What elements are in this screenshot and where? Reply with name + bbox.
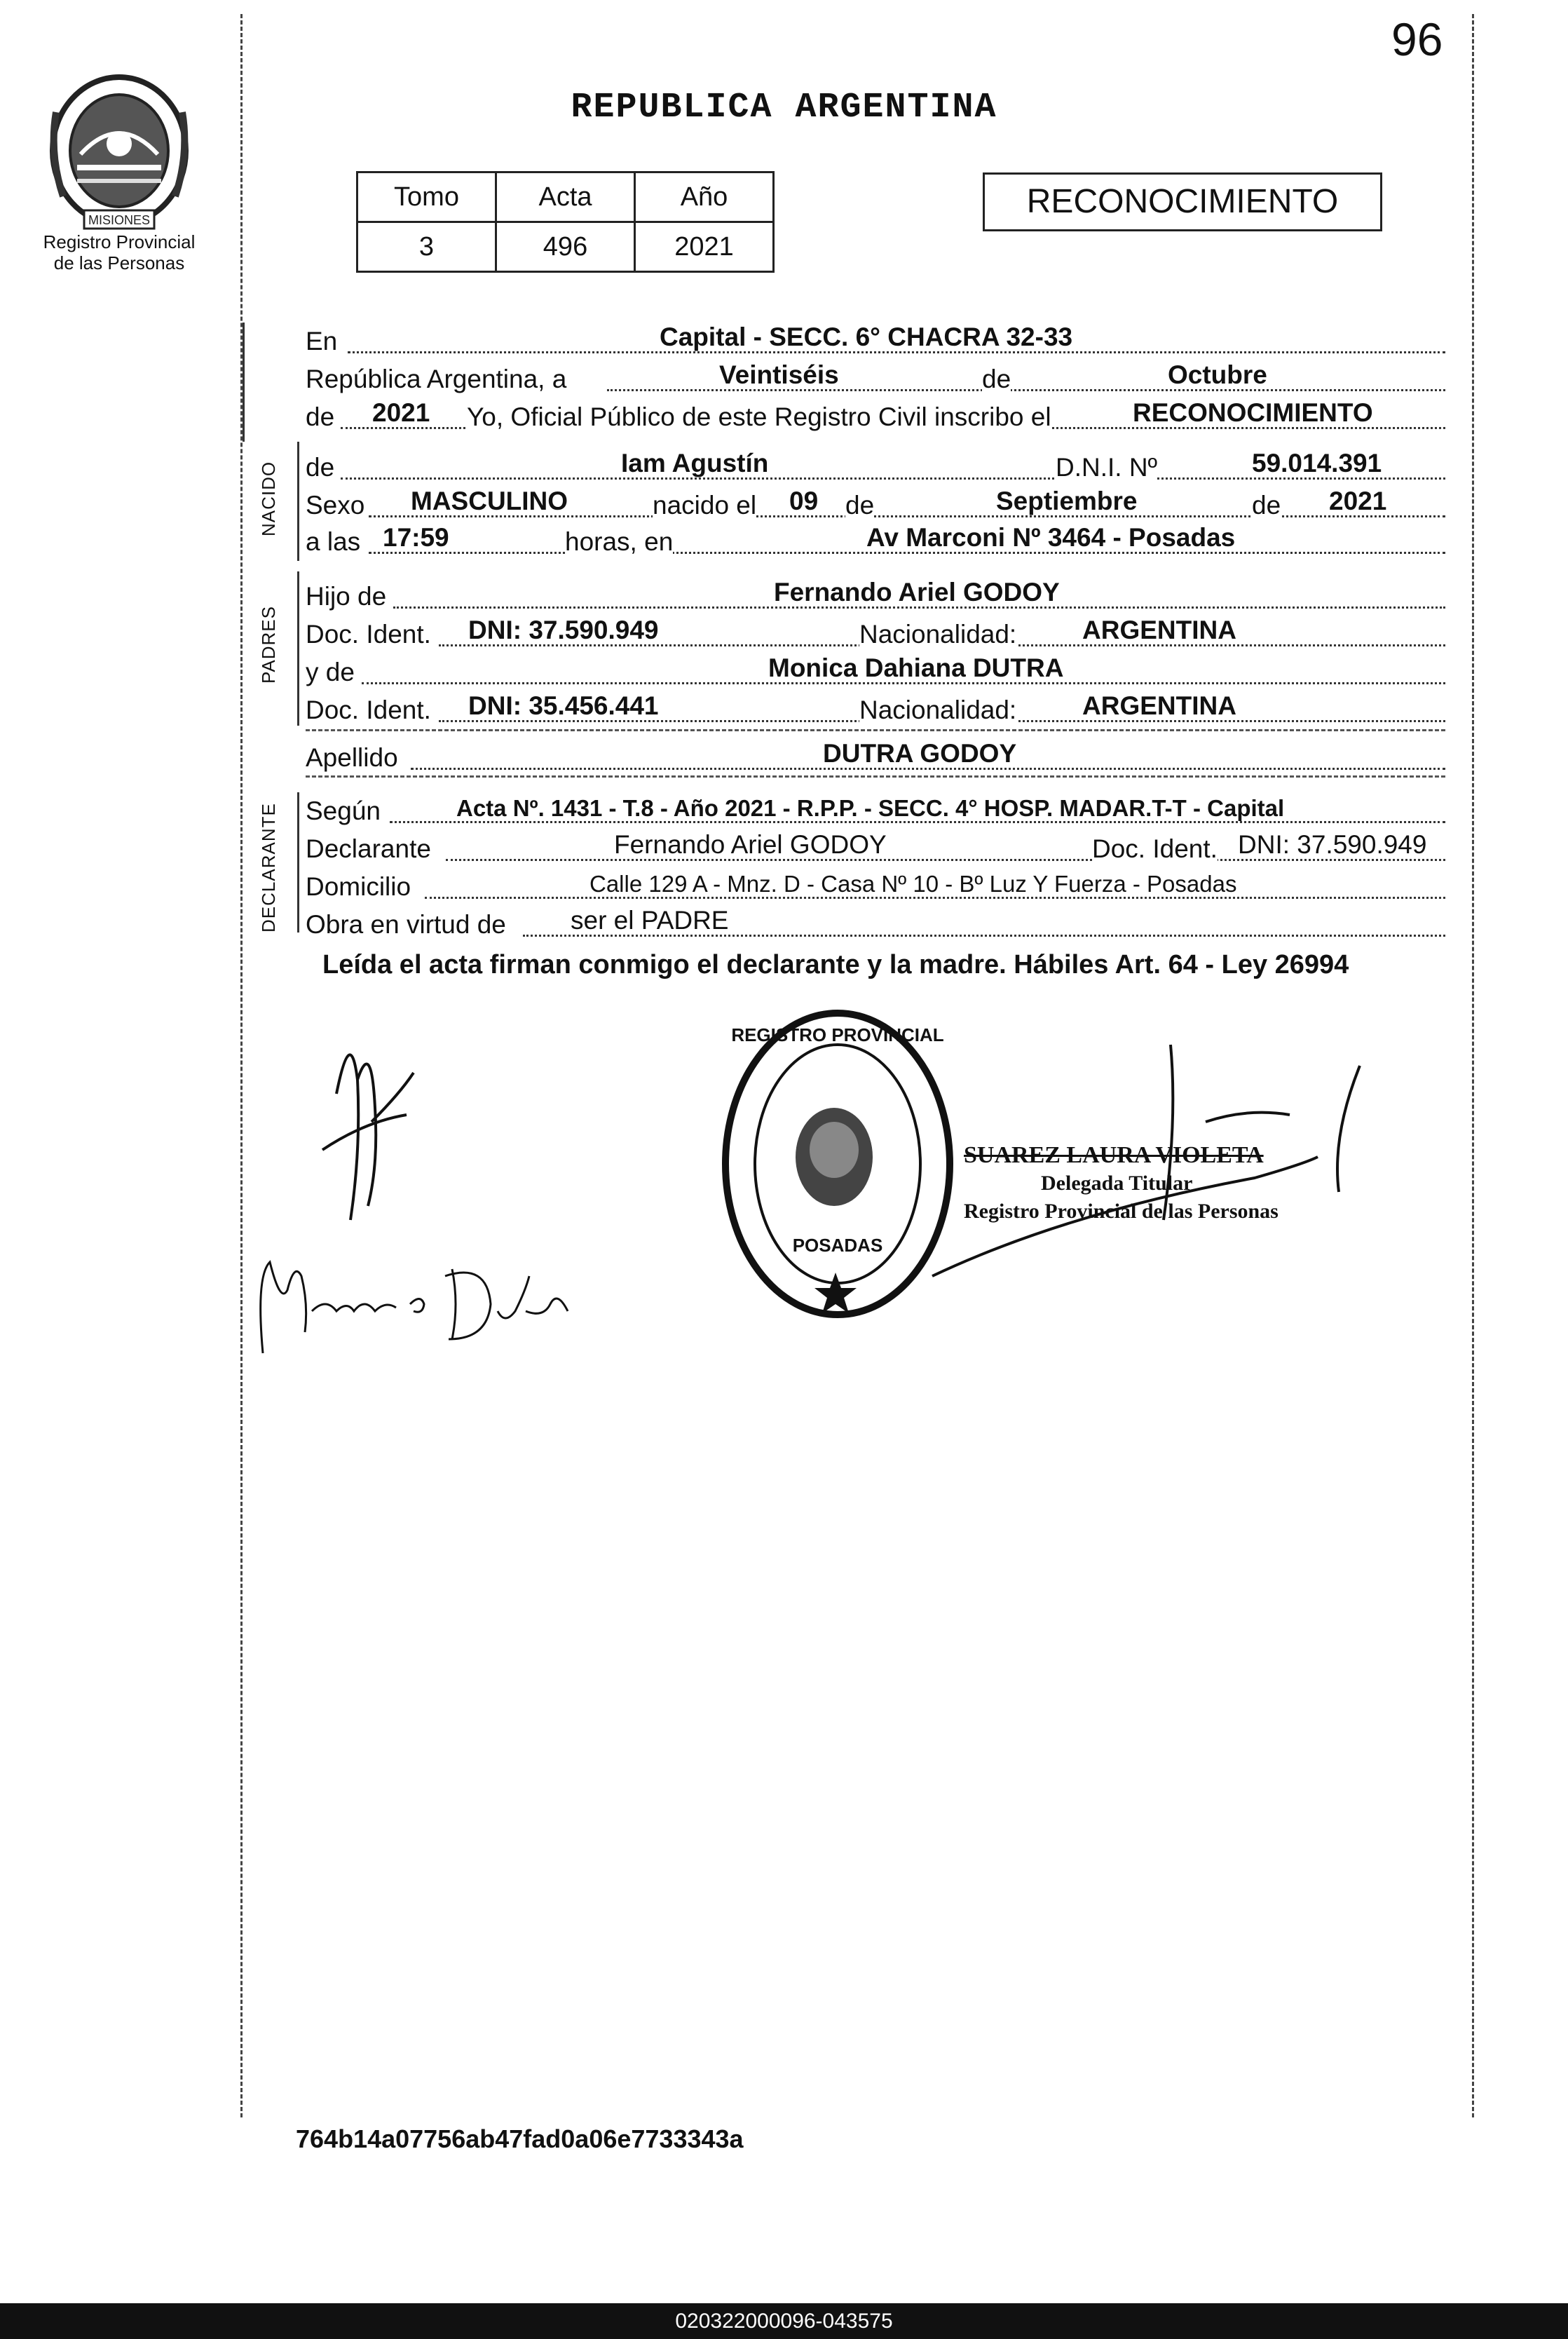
svg-text:MISIONES: MISIONES: [88, 213, 151, 227]
provincial-seal: [42, 70, 196, 238]
oficial-text: Yo, Oficial Público de este Registro Civil inscribo el: [467, 402, 1051, 431]
document-title: REPUBLICA ARGENTINA: [571, 88, 997, 128]
table-header-ano: Año: [635, 172, 774, 222]
registry-line-1: Registro Provincial: [43, 231, 196, 252]
act-type-box: RECONOCIMIENTO: [983, 172, 1382, 231]
mother-signature: [249, 1234, 585, 1364]
registry-label: [28, 231, 210, 273]
table-value-tomo: 3: [357, 222, 496, 272]
y-de-label: y de: [306, 658, 355, 686]
act-type-value: RECONOCIMIENTO: [1133, 398, 1373, 427]
month-value: Octubre: [1168, 360, 1267, 389]
father-doc: DNI: 37.590.949: [468, 616, 659, 644]
declarant-signature: [308, 1010, 449, 1238]
footer-code: 020322000096-043575: [0, 2303, 1568, 2339]
row-apellido: [306, 736, 1445, 774]
row-domicilio: [306, 865, 1445, 903]
apellido-value: DUTRA GODOY: [823, 739, 1017, 768]
table-value-ano: 2021: [635, 222, 774, 272]
dni-label: D.N.I. Nº: [1056, 453, 1158, 482]
svg-text:POSADAS: POSADAS: [792, 1235, 883, 1256]
table-value-acta: 496: [496, 222, 635, 272]
de-label-3: de: [1252, 491, 1281, 520]
declarante-bar: [297, 792, 299, 933]
official-name: SUAREZ LAURA VIOLETA: [964, 1142, 1264, 1168]
apellido-label: Apellido: [306, 743, 398, 772]
page-number: 96: [1391, 13, 1443, 65]
declarante-label: Declarante: [306, 834, 431, 863]
birth-place: Av Marconi Nº 3464 - Posadas: [866, 523, 1236, 552]
birth-time: 17:59: [383, 523, 449, 552]
father-nationality: ARGENTINA: [1082, 616, 1236, 644]
intro-bar: [243, 323, 245, 442]
document-hash: 764b14a07756ab47fad0a06e7733343a: [296, 2124, 744, 2153]
father-name: Fernando Ariel GODOY: [774, 578, 1060, 606]
mother-name: Monica Dahiana DUTRA: [768, 653, 1064, 682]
year-value: 2021: [372, 398, 430, 427]
en-label: En: [306, 327, 338, 355]
mother-nat-label: Nacionalidad:: [859, 696, 1017, 724]
domicilio-value: Calle 129 A - Mnz. D - Casa Nº 10 - Bº Luz Y Fuerza - Posadas: [589, 871, 1237, 897]
segun-value: Acta Nº. 1431 - T.8 - Año 2021 - R.P.P. - SECC. 4° HOSP. MADAR.T-T - Capital: [456, 795, 1285, 821]
separator-line-2: [306, 775, 1445, 778]
row-obra: [306, 903, 1445, 941]
row-declarante: [306, 827, 1445, 865]
declarante-doc-label: Doc. Ident.: [1092, 834, 1218, 863]
hijo-de-label: Hijo de: [306, 582, 387, 611]
section-label-declarante: DECLARANTE: [258, 803, 279, 933]
row-mother-doc: [306, 689, 1445, 726]
birth-year: 2021: [1329, 487, 1387, 515]
svg-text:REGISTRO PROVINCIAL: REGISTRO PROVINCIAL: [731, 1024, 944, 1045]
row-y-de: [306, 651, 1445, 689]
row-father-doc: [306, 613, 1445, 651]
obra-value: ser el PADRE: [571, 906, 729, 935]
nacido-bar: [297, 442, 299, 561]
nacido-el-label: nacido el: [653, 491, 757, 520]
birth-month: Septiembre: [996, 487, 1138, 515]
padres-bar: [297, 571, 299, 726]
obra-label: Obra en virtud de: [306, 910, 506, 939]
sexo-value: MASCULINO: [411, 487, 568, 515]
de-label-2: de: [845, 491, 875, 520]
de-label-year: de: [306, 402, 335, 431]
sexo-label: Sexo: [306, 491, 365, 520]
mother-doc: DNI: 35.456.441: [468, 691, 659, 720]
right-margin-line: [1472, 14, 1474, 2117]
row-inscribo: [306, 395, 1445, 433]
child-dni: 59.014.391: [1252, 449, 1382, 477]
a-las-label: a las: [306, 527, 361, 556]
registry-line-2: de las Personas: [53, 252, 185, 273]
separator-line: [306, 729, 1445, 731]
domicilio-label: Domicilio: [306, 872, 411, 901]
row-nacido-name: [306, 446, 1445, 484]
mother-doc-label: Doc. Ident.: [306, 696, 431, 724]
row-hijo-de: [306, 575, 1445, 613]
closing-text: Leída el acta firman conmigo el declarante y la madre. Hábiles Art. 64 - Ley 26994: [322, 950, 1349, 979]
declarante-doc: DNI: 37.590.949: [1238, 830, 1427, 859]
section-label-padres: PADRES: [258, 606, 279, 684]
row-sexo: [306, 484, 1445, 522]
row-fecha: [306, 358, 1445, 395]
official-title: Delegada Titular: [1041, 1172, 1193, 1195]
row-en: [306, 320, 1445, 358]
child-name: Iam Agustín: [621, 449, 769, 477]
father-nat-label: Nacionalidad:: [859, 620, 1017, 649]
father-doc-label: Doc. Ident.: [306, 620, 431, 649]
row-segun: [306, 789, 1445, 827]
horas-en-label: horas, en: [565, 527, 674, 556]
day-value: Veintiséis: [719, 360, 839, 389]
official-org: Registro Provincial de las Personas: [964, 1200, 1279, 1223]
table-header-tomo: Tomo: [357, 172, 496, 222]
de-label: de: [982, 365, 1011, 393]
birth-day: 09: [789, 487, 819, 515]
declarante-value: Fernando Ariel GODOY: [614, 830, 887, 859]
table-header-acta: Acta: [496, 172, 635, 222]
nacido-de-label: de: [306, 453, 335, 482]
republica-label: República Argentina, a: [306, 365, 567, 393]
en-value: Capital - SECC. 6° CHACRA 32-33: [660, 323, 1073, 351]
row-hora: [306, 520, 1445, 558]
record-table: [356, 171, 775, 273]
segun-label: Según: [306, 796, 381, 825]
section-label-nacido: NACIDO: [258, 461, 279, 536]
official-signer-block: [964, 1141, 1279, 1226]
mother-nationality: ARGENTINA: [1082, 691, 1236, 720]
